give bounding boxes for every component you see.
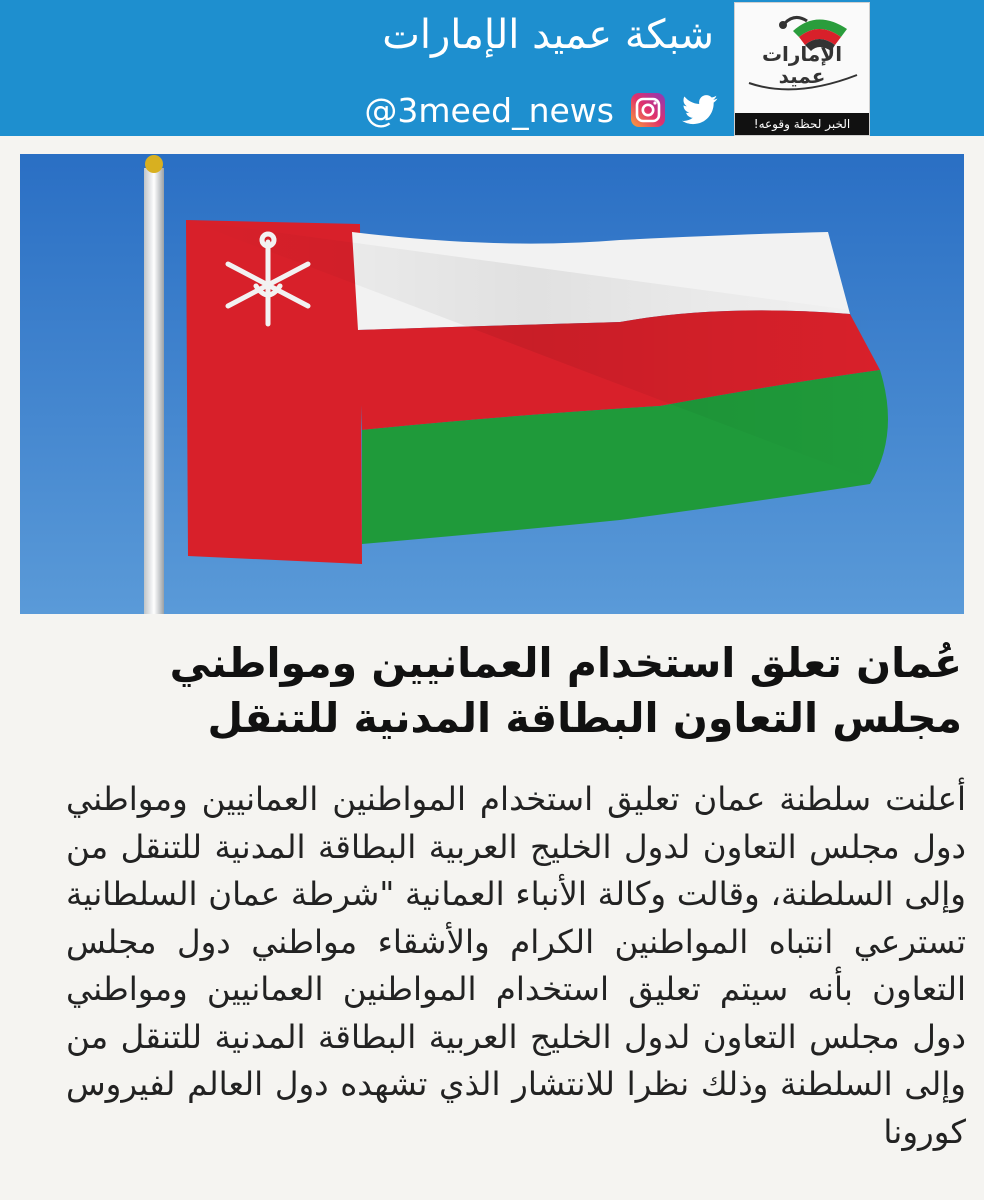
article-photo	[20, 154, 964, 614]
article-headline: عُمان تعلق استخدام العمانيين ومواطني مجلس التعاون البطاقة المدنية للتنقل	[169, 639, 962, 742]
social-handle[interactable]: @3meed_news	[364, 90, 614, 130]
pole-finial	[145, 155, 163, 173]
instagram-icon[interactable]	[630, 92, 666, 128]
site-title: شبكة عميد الإمارات	[382, 12, 714, 58]
logo-slogan: الخبر لحظة وقوعه!	[735, 113, 869, 135]
social-row	[364, 88, 718, 132]
twitter-icon[interactable]	[682, 95, 718, 125]
oman-flag-image	[20, 154, 964, 614]
site-logo[interactable]	[734, 2, 870, 136]
logo-name	[743, 43, 861, 87]
flag-pole	[144, 168, 164, 614]
logo-name-line1: الإمارات	[761, 42, 843, 66]
site-header	[0, 0, 984, 136]
logo-name-line2: عميد	[778, 64, 826, 88]
article-body: أعلنت سلطنة عمان تعليق استخدام المواطنين العمانيين ومواطني دول مجلس التعاون لدول الخليج العربية البطاقة المدنية للتنقل من وإلى السلطنة، وقالت وكالة الأنباء العمانية "شرطة عمان السلطانية تسترعي انتباه المواطنين الكرام والأشقاء مواطني دول مجلس التعاون بأنه سيتم تعليق استخدام المواطنين العمانيين ومواطني دول مجلس التعاون لدول الخليج العربية البطاقة المدنية للتنقل من وإلى السلطنة وذلك نظرا للانتشار الذي تشهده دول العالم لفيروس كورونا	[66, 780, 966, 1151]
